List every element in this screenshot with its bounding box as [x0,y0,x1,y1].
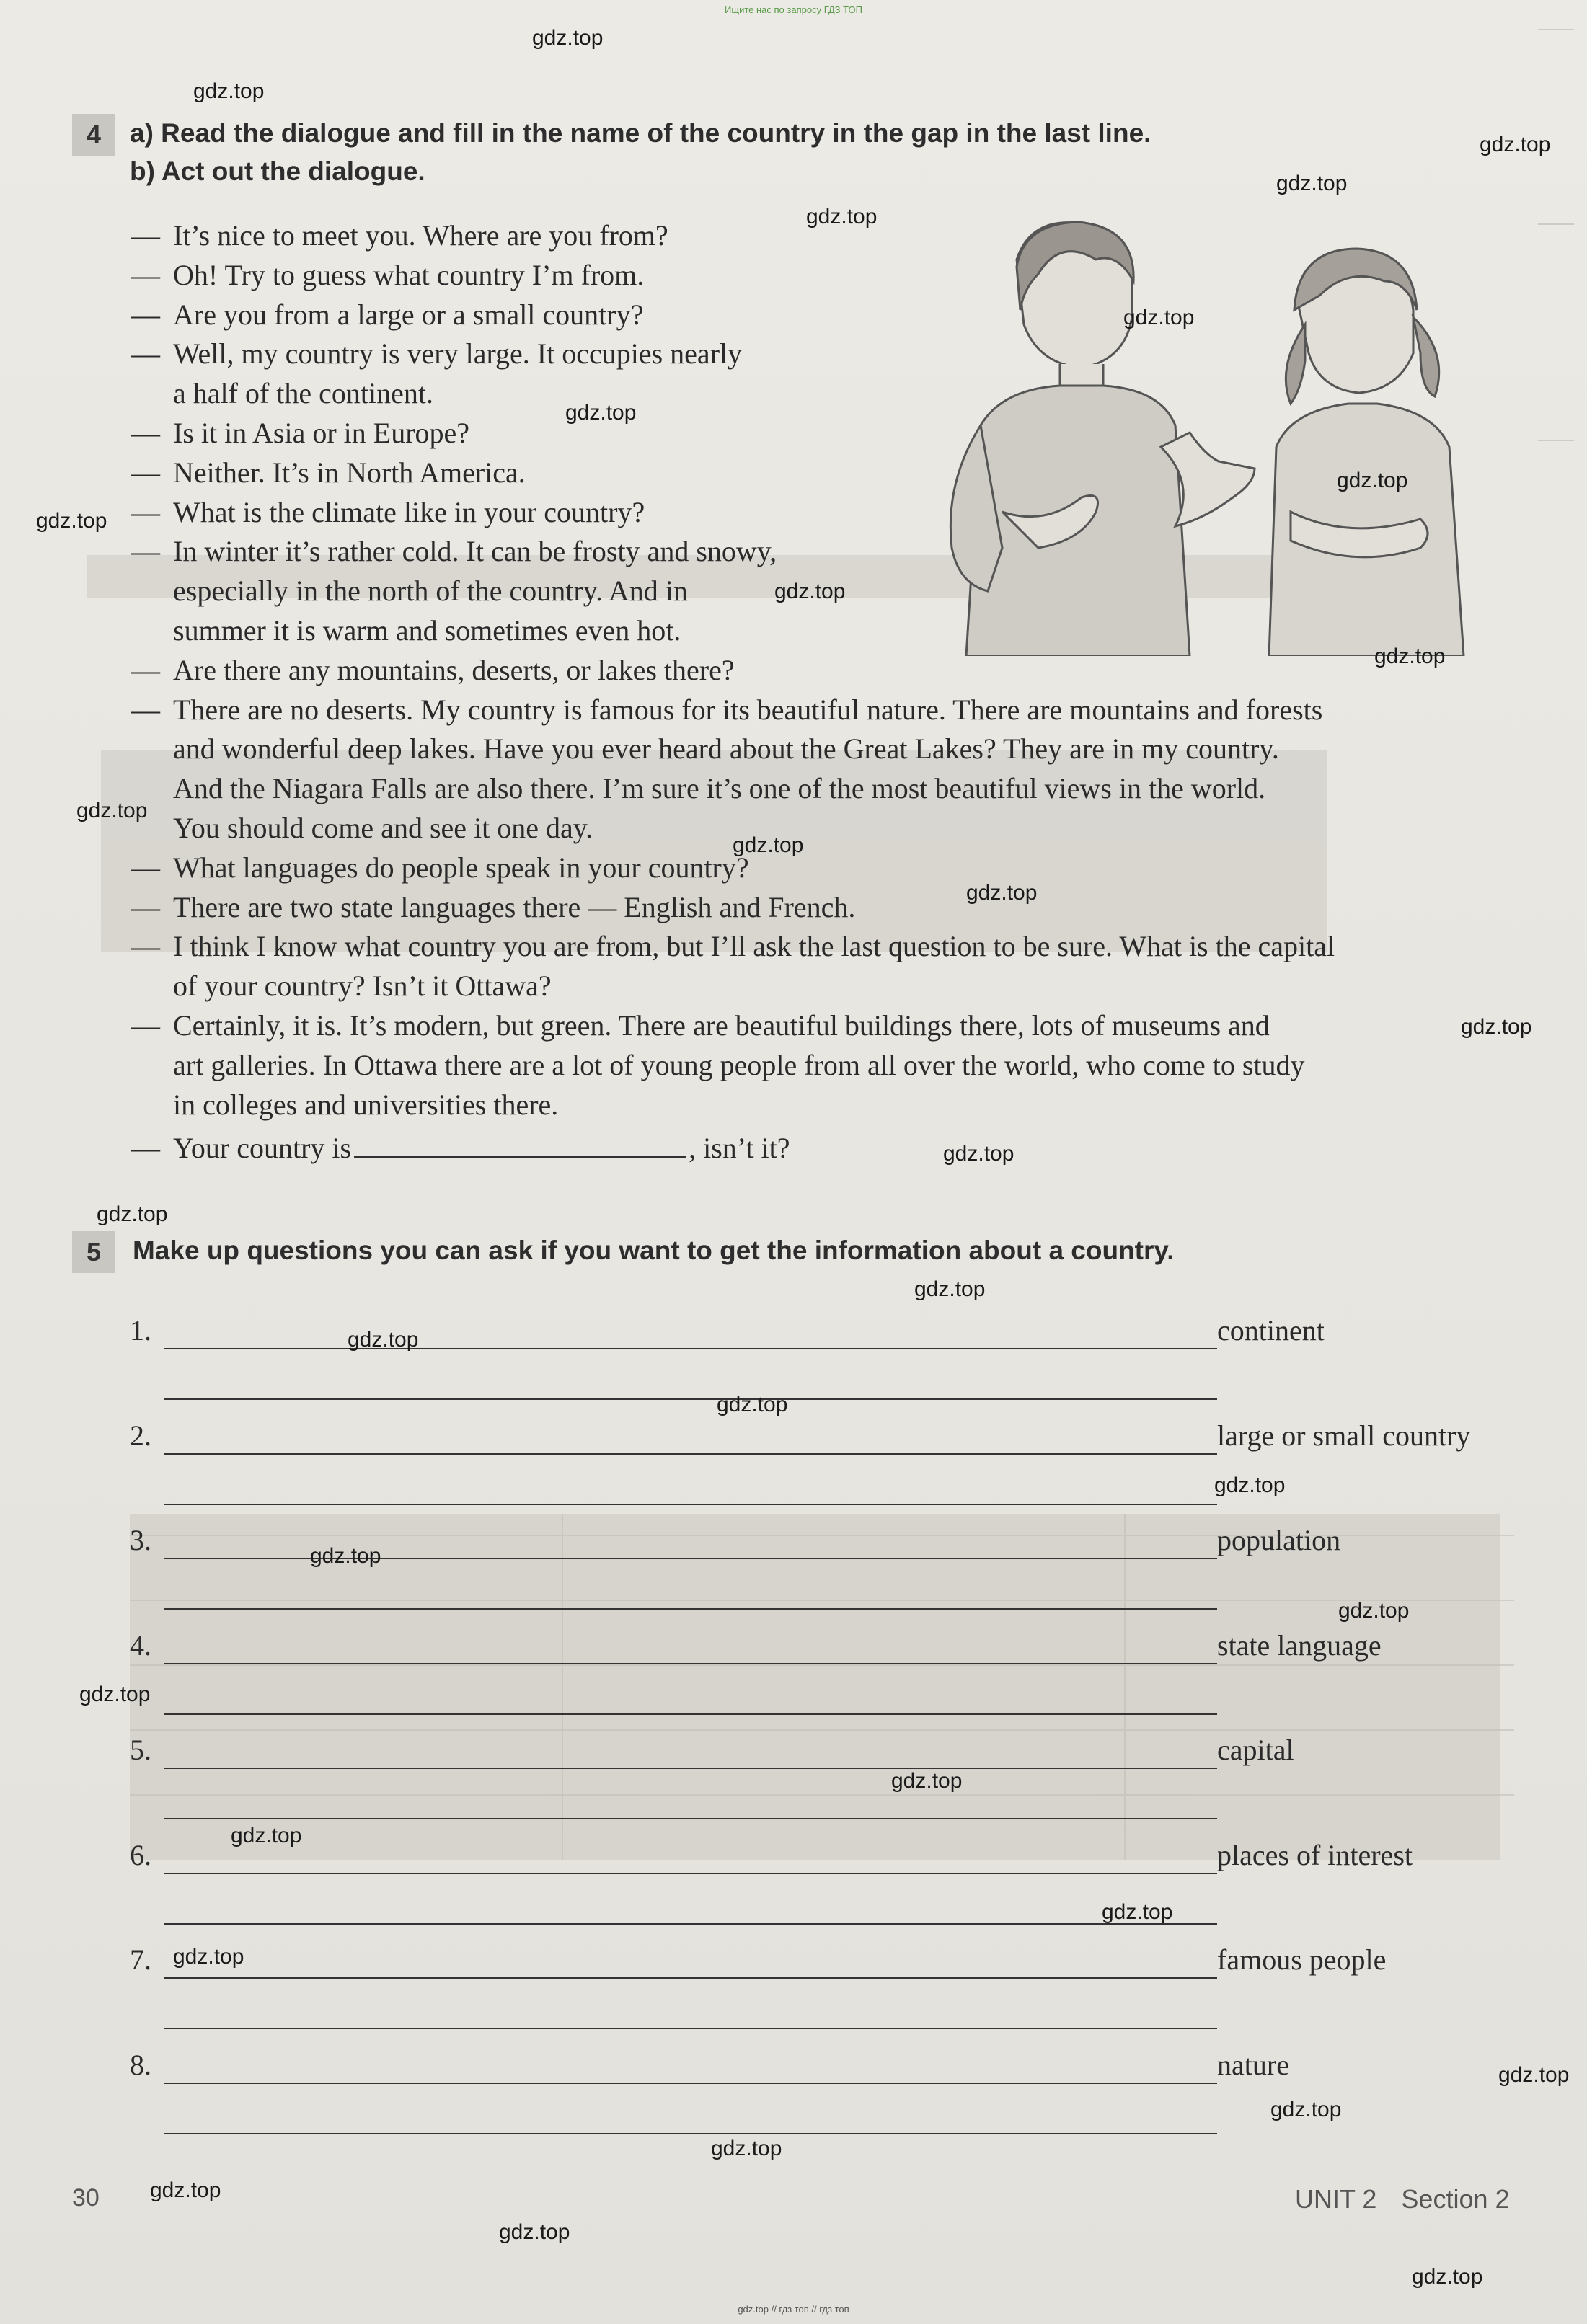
dialogue-text: It’s nice to meet you. Where are you from? [173,219,668,252]
dialogue-text: in colleges and universities there. [173,1088,559,1121]
dialogue-dash: — [131,890,160,923]
watermark: gdz.top [1498,2063,1570,2087]
answer-line[interactable] [164,2133,1217,2134]
watermark: gdz.top [499,2220,570,2244]
dialogue-line [131,888,1530,928]
dialogue-line [131,651,1530,691]
question-item [130,1838,1471,1881]
dialogue-text: Oh! Try to guess what country I’m from. [173,258,645,291]
watermark: gdz.top [79,1682,151,1706]
dialogue-text: There are two state languages there — English and French. [173,890,856,923]
watermark: gdz.top [1214,1473,1286,1497]
answer-line[interactable] [164,1977,1217,1979]
watermark: gdz.top [231,1824,302,1848]
question-topic: population [1217,1524,1341,1556]
watermark: gdz.top [914,1277,986,1301]
top-banner: Ищите нас по запросу ГДЗ ТОП [725,4,862,15]
dialogue-text: What is the climate like in your country? [173,495,645,528]
bottom-banner: gdz.top // гдз топ // гдз топ [738,2304,849,2315]
dialogue [131,216,1530,1168]
answer-line[interactable] [164,1608,1217,1610]
dialogue-line [131,414,1530,453]
dialogue-text: summer it is warm and sometimes even hot. [173,613,681,647]
question-item [130,1628,1471,1672]
watermark: gdz.top [943,1142,1014,1166]
last-line-end: , isn’t it? [689,1132,790,1165]
watermark: gdz.top [1276,172,1348,195]
dialogue-dash: — [131,1008,160,1042]
dialogue-dash: — [131,693,160,726]
watermark: gdz.top [1270,2098,1342,2121]
dialogue-line [131,809,1530,848]
dialogue-line [131,1006,1530,1046]
answer-line[interactable] [164,1348,1217,1349]
dialogue-line [131,729,1530,769]
dialogue-dash: — [131,495,160,528]
watermark: gdz.top [806,205,878,229]
question-item [130,1313,1471,1357]
answer-line[interactable] [164,1453,1217,1455]
dialogue-text: Are you from a large or a small country? [173,298,644,331]
dialogue-line [131,769,1530,809]
answer-line[interactable] [164,1768,1217,1769]
dialogue-line [131,374,1530,414]
dialogue-text: Are there any mountains, deserts, or lakes there? [173,653,735,686]
dialogue-text: What languages do people speak in your country? [173,851,749,884]
watermark: gdz.top [717,1393,788,1416]
question-number: 2. [130,1419,151,1452]
question-topic: capital [1217,1734,1294,1766]
answer-line[interactable] [164,2083,1217,2084]
watermark: gdz.top [711,2137,782,2160]
dialogue-dash: — [131,298,160,331]
dialogue-dash: — [131,416,160,449]
dialogue-last-line [131,1129,1530,1168]
watermark: gdz.top [1123,306,1195,329]
dialogue-text: of your country? Isn’t it Ottawa? [173,970,552,1003]
watermark: gdz.top [193,79,265,103]
unit-label: UNIT 2 [1295,2184,1377,2214]
dialogue-text: Certainly, it is. It’s modern, but green. There are beautiful buildings there, lots of museums and [173,1008,1270,1042]
dialogue-dash: — [131,1132,160,1165]
question-item [130,1943,1471,1986]
country-answer-blank[interactable] [354,1135,686,1158]
question-topic: state language [1217,1628,1382,1662]
answer-line[interactable] [164,2028,1217,2029]
watermark: gdz.top [733,833,804,857]
page-number: 30 [72,2184,100,2212]
task-5-instruction: Make up questions you can ask if you want to get the information about a country. [133,1236,1175,1265]
dialogue-dash: — [131,930,160,963]
question-number: 4. [130,1628,151,1662]
dialogue-line [131,532,1530,572]
question-topic: nature [1217,2048,1289,2081]
task-4-badge: 4 [72,114,115,156]
question-topic: continent [1217,1314,1325,1347]
margin-mark [1538,223,1574,225]
question-number: 5. [130,1734,151,1766]
margin-mark [1538,29,1574,30]
watermark: gdz.top [774,580,846,603]
dialogue-text: especially in the north of the country. And in [173,575,688,608]
watermark: gdz.top [97,1202,168,1226]
question-number: 6. [130,1838,151,1871]
dialogue-dash: — [131,219,160,252]
question-number: 7. [130,1943,151,1976]
answer-line[interactable] [164,1504,1217,1505]
dialogue-line [131,1046,1530,1086]
question-item [130,1733,1471,1776]
dialogue-text: Neither. It’s in North America. [173,456,526,489]
question-number: 8. [130,2048,151,2081]
question-number: 1. [130,1314,151,1347]
dialogue-text: Is it in Asia or in Europe? [173,416,470,449]
watermark: gdz.top [1480,133,1551,156]
dialogue-dash: — [131,456,160,489]
watermark: gdz.top [532,26,604,50]
answer-line[interactable] [164,1663,1217,1664]
watermark: gdz.top [1461,1015,1532,1039]
watermark: gdz.top [76,799,148,822]
answer-line[interactable] [164,1873,1217,1874]
dialogue-line [131,453,1530,493]
watermark: gdz.top [150,2178,221,2202]
dialogue-dash: — [131,535,160,568]
dialogue-text: I think I know what country you are from, but I’ll ask the last question to be sure. What is the capital [173,930,1335,963]
task-4-instruction-a: a) Read the dialogue and fill in the name of the country in the gap in the last line. [130,118,1151,148]
dialogue-line [131,334,1530,374]
last-line-start: Your country is [173,1132,352,1165]
watermark: gdz.top [1337,469,1408,492]
dialogue-text: a half of the continent. [173,377,433,410]
dialogue-line [131,296,1530,335]
watermark: gdz.top [891,1769,963,1793]
dialogue-text: You should come and see it one day. [173,811,593,844]
dialogue-line [131,256,1530,296]
dialogue-dash: — [131,337,160,371]
question-topic: large or small country [1217,1419,1471,1452]
dialogue-dash: — [131,653,160,686]
dialogue-line [131,967,1530,1006]
dialogue-text: Well, my country is very large. It occupies nearly [173,337,743,371]
dialogue-text: art galleries. In Ottawa there are a lot of young people from all over the world, who come to study [173,1048,1305,1081]
watermark: gdz.top [173,1945,244,1969]
watermark: gdz.top [310,1544,381,1568]
task-4-instruction-b: b) Act out the dialogue. [130,156,425,186]
answer-line[interactable] [164,1818,1217,1819]
watermark: gdz.top [1412,2265,1483,2289]
question-topic: famous people [1217,1943,1387,1976]
dialogue-line [131,848,1530,888]
dialogue-line [131,927,1530,967]
dialogue-line [131,493,1530,533]
question-number: 3. [130,1524,151,1556]
watermark: gdz.top [565,401,637,425]
dialogue-text: and wonderful deep lakes. Have you ever heard about the Great Lakes? They are in my country. [173,732,1279,766]
dialogue-dash: — [131,851,160,884]
unit-section-label [1295,2184,1510,2214]
dialogue-line [131,691,1530,730]
watermark: gdz.top [1374,644,1446,668]
question-topic: places of interest [1217,1838,1413,1871]
dialogue-text: And the Niagara Falls are also there. I’m sure it’s one of the most beautiful views in the world. [173,772,1266,805]
answer-line[interactable] [164,1713,1217,1715]
answer-line[interactable] [164,1398,1217,1400]
watermark: gdz.top [1338,1599,1410,1623]
watermark: gdz.top [36,509,107,533]
question-item [130,1419,1471,1462]
watermark: gdz.top [966,881,1038,905]
question-item [130,2048,1471,2091]
section-label: Section 2 [1401,2184,1510,2214]
task-5-badge: 5 [72,1231,115,1273]
watermark: gdz.top [348,1328,419,1352]
dialogue-text: There are no deserts. My country is famous for its beautiful nature. There are mountains and forests [173,693,1323,726]
dialogue-line [131,1086,1530,1125]
answer-line[interactable] [164,1923,1217,1925]
margin-mark [1538,440,1574,441]
dialogue-line [131,611,1530,651]
dialogue-text: In winter it’s rather cold. It can be frosty and snowy, [173,535,777,568]
dialogue-dash: — [131,258,160,291]
watermark: gdz.top [1102,1900,1173,1924]
